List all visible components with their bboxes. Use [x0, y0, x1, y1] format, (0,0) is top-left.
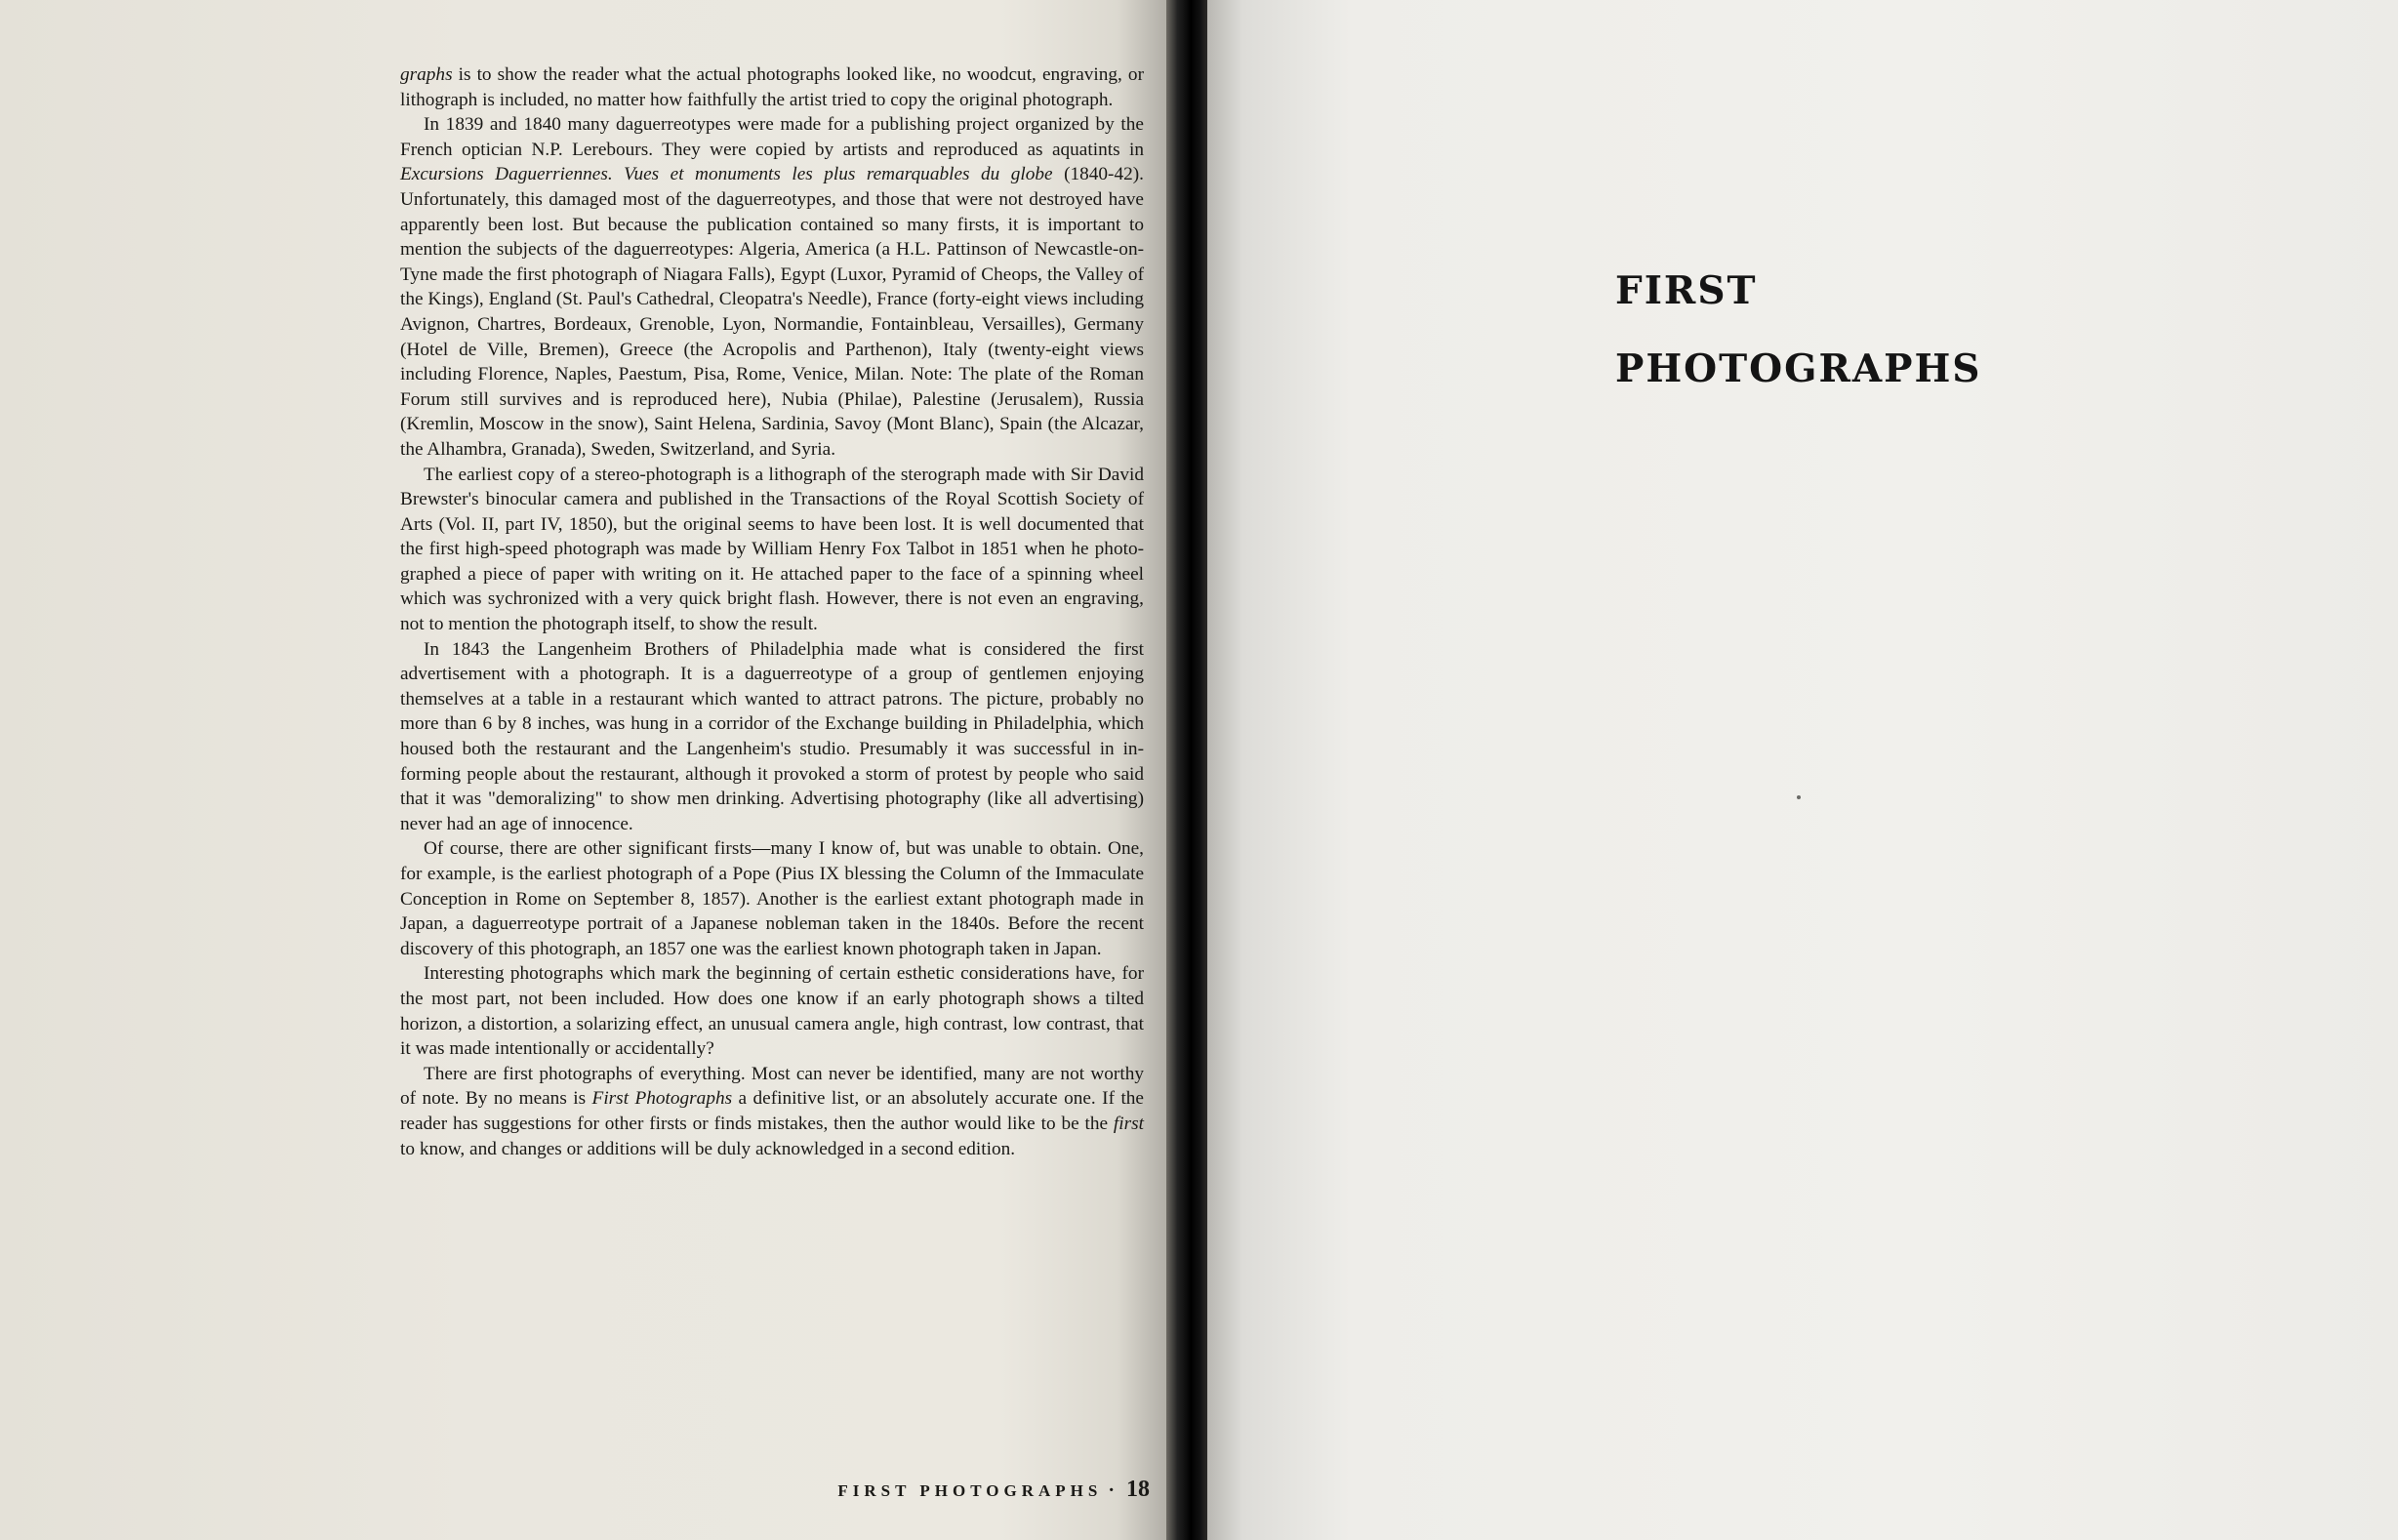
- left-page: [0, 0, 1176, 1540]
- paragraph: [400, 112, 1144, 462]
- section-title-line-2: PHOTOGRAPHS: [1615, 346, 1982, 391]
- paragraph: [400, 62, 1144, 112]
- footer-separator: ·: [1108, 1479, 1115, 1501]
- section-title-line-1: FIRST: [1615, 268, 1758, 313]
- italic-text: graphs: [400, 64, 453, 85]
- section-title: [1615, 252, 1981, 408]
- text-run: In 1839 and 1840 many daguerreotypes were made for a publishing project organized by the French optician N.P. Lerebours. They were copied by artists and reproduced as aquatints in: [400, 114, 1144, 160]
- page-footer: [759, 1477, 1150, 1503]
- italic-text: Excursions Daguerriennes. Vues et monuments les plus remarquables du globe: [400, 164, 1053, 185]
- paragraph: [400, 463, 1144, 637]
- text-run: There are first photographs of everything. Most can never be identified, many are not worthy of note. By no means is: [400, 1063, 1144, 1110]
- paragraph: [400, 836, 1144, 961]
- page-number: 18: [1126, 1477, 1150, 1502]
- text-run: a definitive list, or an absolutely accurate one. If the reader has suggestions for other firsts or finds mistakes, then the author would like to be the: [400, 1088, 1144, 1134]
- text-run: In 1843 the Langenheim Brothers of Philadelphia made what is considered the first advertisement with a photograph. It is a daguerreotype of a group of gentlemen enjoying themselves at a table in a restaurant which wanted to attract patrons. The picture, probably no more than 6 by 8 inches, was hung in a corridor of the Exchange building in Philadelphia, which housed both the restaurant and the Langenheim's studio. Presumably it was successful in informing people about the restaurant, although it provoked a storm of protest by people who said that it was "demoralizing" to show men drinking. Advertising photography (like all advertising) never had an age of innocence.: [400, 638, 1144, 834]
- text-run: Interesting photographs which mark the beginning of certain esthetic considerations have, for the most part, not been included. How does one know if an early photograph shows a tilted horizon, a distortion, a solarizing effect, an unusual camera angle, high contrast, low contrast, that it was made intentionally or accidentally?: [400, 963, 1144, 1060]
- right-page: [1207, 0, 2398, 1540]
- paragraph: [400, 961, 1144, 1061]
- text-run: Of course, there are other significant firsts—many I know of, but was unable to obtain. One, for example, is the earliest photograph of a Pope (Pius IX blessing the Column of the Immaculate Conception in Rome on September 8, 1857). Another is the earliest extant photograph made in Japan, a daguerreotype portrait of a Japanese nobleman taken in the 1840s. Before the recent discovery of this photograph, an 1857 one was the earliest known photograph taken in Japan.: [400, 838, 1144, 959]
- paragraph: [400, 637, 1144, 837]
- text-run: (1840-42). Unfortunately, this damaged most of the daguerreotypes, and those that were not destroyed have apparently been lost. But because the publication contained so many firsts, it is important to mention the subjects of the daguerreotypes: Algeria, America (a H.L. Pattinson of Newcastle-on-Tyne made the first photograph of Niagara Falls), Egypt (Luxor, Pyramid of Cheops, the Valley of the Kings), England (St. Paul's Cathedral, Cleopatra's Needle), France (forty-eight views including Avignon, Chartres, Bordeaux, Grenoble, Lyon, Normandie, Fontainbleau, Versailles), Germany (Hotel de Ville, Bremen), Greece (the Acropolis and Parthenon), Italy (twenty-eight views including Florence, Naples, Paestum, Pisa, Rome, Venice, Milan. Note: The plate of the Roman Forum still survives and is reproduced here), Nubia (Philae), Palestine (Jerusalem), Russia (Kremlin, Moscow in the snow), Saint Helena, Sardinia, Savoy (Mont Blanc), Spain (the Alcazar, the Alhambra, Granada), Sweden, Switzerland, and Syria.: [400, 164, 1144, 460]
- running-head: FIRST PHOTOGRAPHS: [837, 1481, 1103, 1500]
- body-text: [400, 62, 1144, 1161]
- paper-speck: [1797, 795, 1801, 799]
- text-run: to know, and changes or additions will be duly acknowledged in a second edition.: [400, 1138, 1016, 1159]
- text-run: The earliest copy of a stereo-photograph is a lithograph of the sterograph made with Sir David Brewster's binocular camera and published in the Transactions of the Royal Scottish Society of Arts (Vol. II, part IV, 1850), but the original seems to have been lost. It is well documented that the first high-speed photograph was made by William Henry Fox Talbot in 1851 when he photographed a piece of paper with writing on it. He attached paper to the face of a spinning wheel which was sychronized with a very quick bright flash. However, there is not even an engraving, not to mention the photograph itself, to show the result.: [400, 464, 1144, 635]
- paragraph: [400, 1062, 1144, 1161]
- italic-text: first: [1113, 1113, 1144, 1134]
- text-run: is to show the reader what the actual photographs looked like, no woodcut, engraving, or lithograph is included, no matter how faithfully the artist tried to copy the original photograph.: [400, 64, 1144, 110]
- book-gutter: [1166, 0, 1211, 1540]
- italic-text: First Photographs: [591, 1088, 733, 1110]
